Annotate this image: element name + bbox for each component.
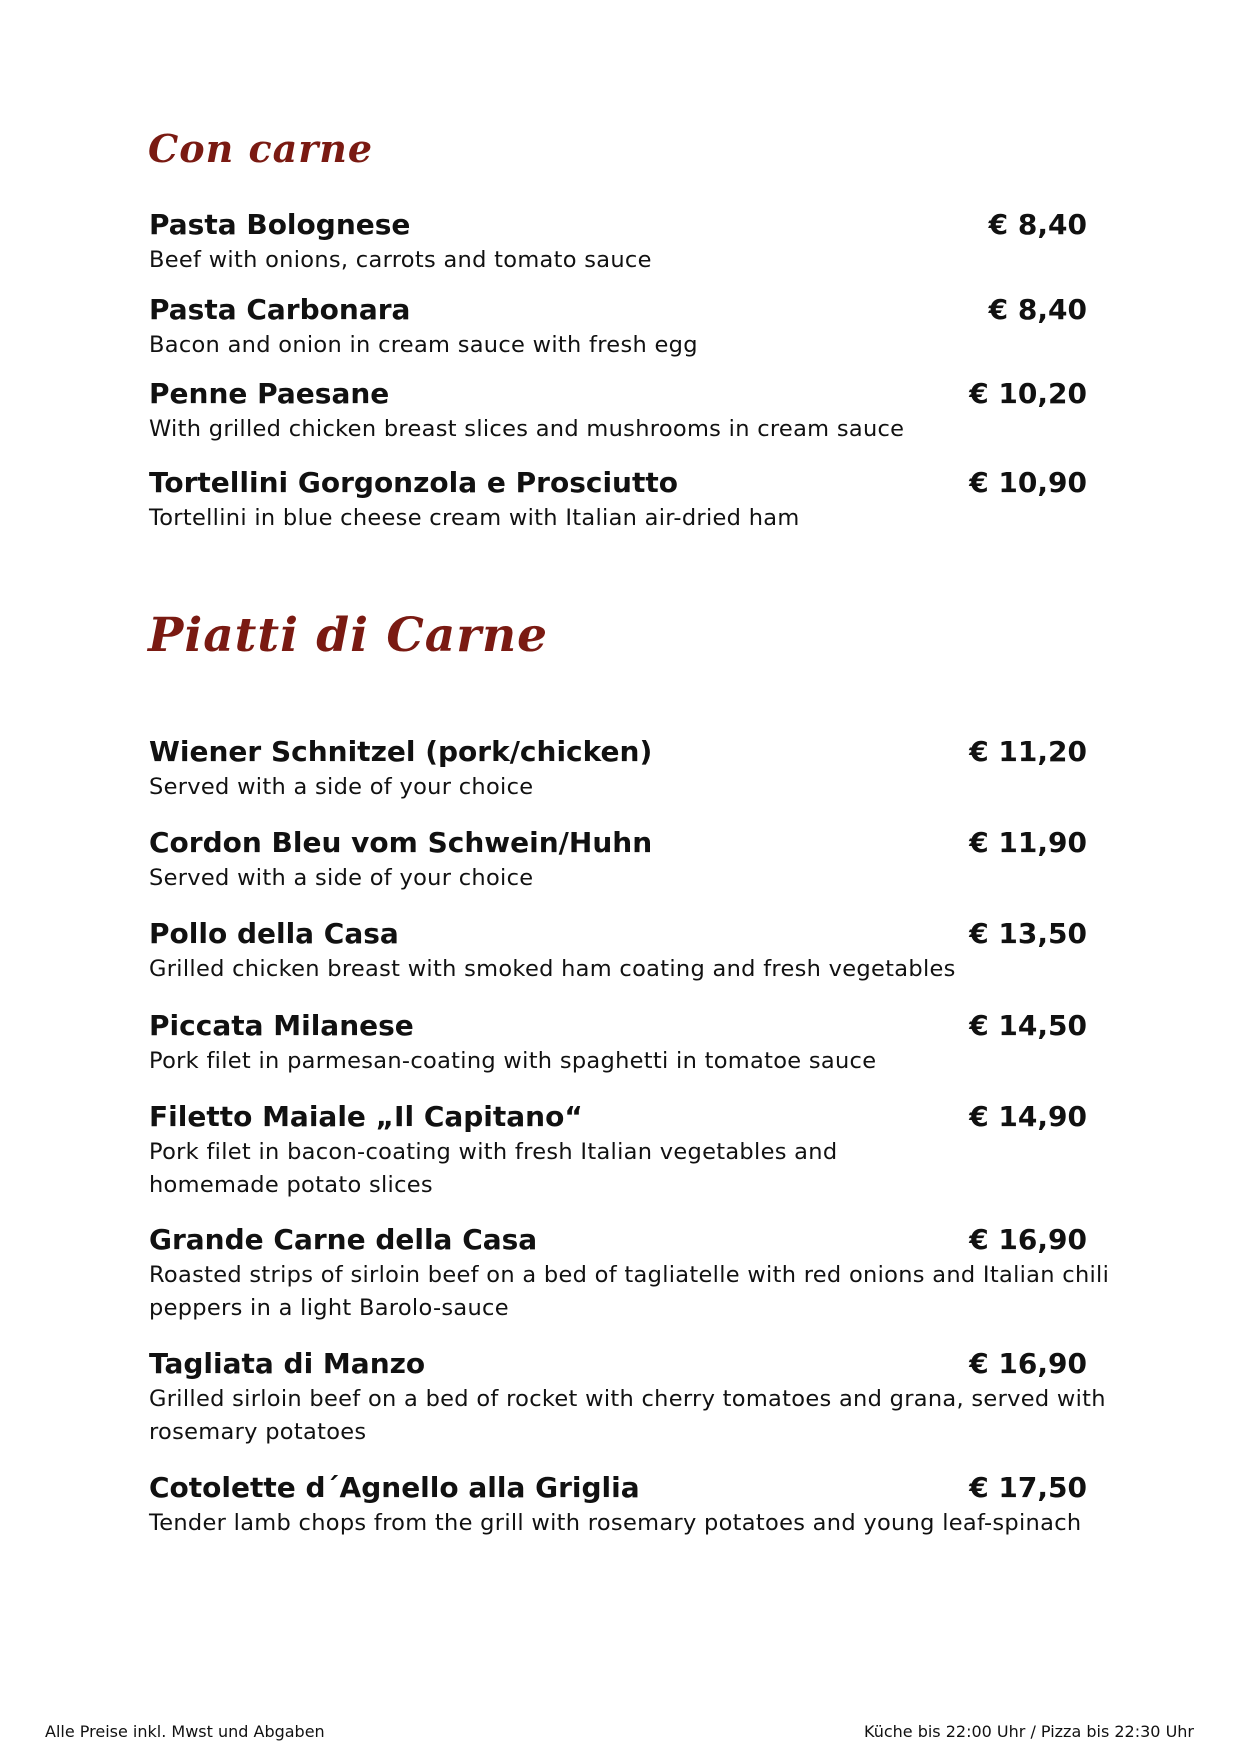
item-name: Filetto Maiale „Il Capitano“ [149,1100,583,1133]
item-price: € 10,90 [969,466,1087,499]
menu-item [149,1098,1094,1202]
menu-item [149,464,1094,535]
item-name: Tortellini Gorgonzola e Prosciutto [149,466,678,499]
menu-item [149,1007,1094,1078]
footer-price-note: Alle Preise inkl. Mwst und Abgaben [45,1722,325,1741]
item-name: Piccata Milanese [149,1009,414,1042]
item-description: Beef with onions, carrots and tomato sauce [149,247,652,273]
item-description: Grilled chicken breast with smoked ham coating and fresh vegetables [149,956,956,982]
menu-item [149,375,1094,446]
item-name: Cotolette d´Agnello alla Griglia [149,1471,640,1504]
item-description: Bacon and onion in cream sauce with fresh egg [149,332,698,358]
menu-item [149,1345,1106,1449]
item-name: Penne Paesane [149,377,390,410]
menu-item [149,824,1094,895]
item-description: Tender lamb chops from the grill with rosemary potatoes and young leaf-spinach [149,1510,1082,1536]
item-description: Pork filet in parmesan-coating with spaghetti in tomatoe sauce [149,1048,877,1074]
item-description: Roasted strips of sirloin beef on a bed of tagliatelle with red onions and Italian chili peppers in a light Barolo-sauce [149,1262,1110,1321]
item-price: € 14,50 [969,1009,1087,1042]
menu-item [149,206,1094,277]
item-price: € 8,40 [988,208,1087,241]
menu-item [149,1221,1110,1325]
item-price: € 8,40 [988,293,1087,326]
item-name: Tagliata di Manzo [149,1347,426,1380]
item-price: € 16,90 [969,1347,1087,1380]
item-name: Cordon Bleu vom Schwein/Huhn [149,826,653,859]
menu-item [149,733,1094,804]
item-description: Grilled sirloin beef on a bed of rocket with cherry tomatoes and grana, served with rosemary potatoes [149,1386,1106,1445]
menu-item [149,915,1094,986]
item-price: € 14,90 [969,1100,1087,1133]
item-price: € 11,20 [969,735,1087,768]
item-name: Pasta Bolognese [149,208,411,241]
footer-kitchen-hours: Küche bis 22:00 Uhr / Pizza bis 22:30 Uhr [864,1722,1194,1741]
item-description: Served with a side of your choice [149,774,534,800]
item-description: With grilled chicken breast slices and mushrooms in cream sauce [149,416,905,442]
menu-item [149,291,1094,362]
item-price: € 13,50 [969,917,1087,950]
item-price: € 10,20 [969,377,1087,410]
item-price: € 11,90 [969,826,1087,859]
item-name: Pollo della Casa [149,917,399,950]
item-name: Pasta Carbonara [149,293,411,326]
item-description: Pork filet in bacon-coating with fresh Italian vegetables and homemade potato slices [149,1139,838,1198]
item-description: Served with a side of your choice [149,865,534,891]
item-name: Grande Carne della Casa [149,1223,538,1256]
section-title-piatti-di-carne: Piatti di Carne [148,608,549,663]
section-title-con-carne: Con carne [148,126,374,171]
item-description: Tortellini in blue cheese cream with Italian air-dried ham [149,505,800,531]
item-name: Wiener Schnitzel (pork/chicken) [149,735,653,768]
item-price: € 16,90 [969,1223,1087,1256]
menu-item [149,1469,1094,1540]
item-price: € 17,50 [969,1471,1087,1504]
